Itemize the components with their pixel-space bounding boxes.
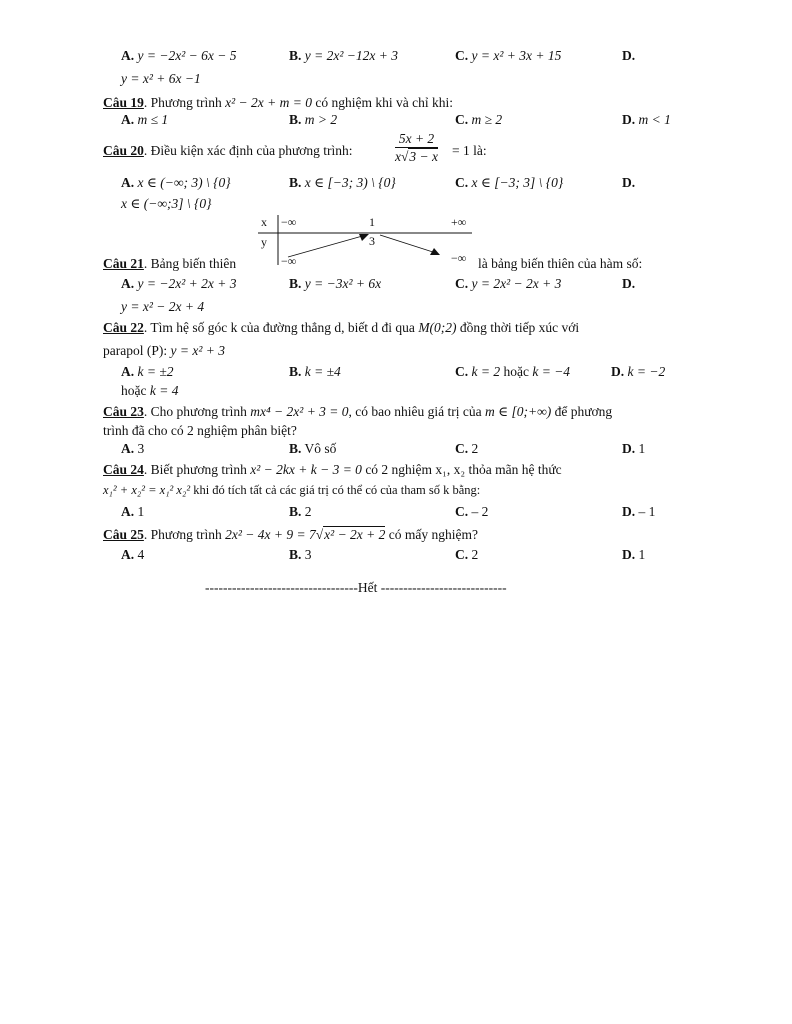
stem-text: . Phương trình — [143, 527, 226, 542]
q25-option-b — [289, 546, 312, 563]
option-label: C. — [455, 48, 469, 63]
sqrt-radicand: 3 − x — [409, 149, 439, 164]
option-label: D. — [622, 175, 636, 190]
stem-text: . Biết phương trình — [143, 462, 251, 477]
option-label: B. — [289, 175, 302, 190]
q18-option-d — [622, 47, 635, 64]
stem-text: khi đó tích tất cả các giá trị có thể có của tham số k bằng: — [190, 483, 481, 497]
option-label: B. — [289, 547, 302, 562]
option-label: A. — [121, 276, 135, 291]
q24-stem-line2 — [103, 482, 480, 499]
option-text: k = 4 — [149, 383, 179, 398]
stem-text: . Tìm hệ số góc k của đường thẳng d, biết d đi qua — [143, 320, 419, 335]
option-text: – 2 — [471, 504, 489, 519]
stem-text: có mấy nghiệm? — [385, 527, 479, 542]
option-label: C. — [455, 504, 469, 519]
sqrt-radicand: x² − 2x + 2 — [324, 527, 386, 542]
option-label: A. — [121, 175, 135, 190]
question-number: Câu 21 — [103, 256, 144, 271]
question-number: Câu 25 — [103, 527, 144, 542]
q22-option-d — [611, 363, 665, 380]
option-text: Vô số — [304, 441, 337, 456]
q22-stem-line2 — [103, 342, 225, 359]
option-label: D. — [622, 504, 636, 519]
question-number: Câu 24 — [103, 462, 144, 477]
table-x-right: +∞ — [451, 215, 467, 229]
q23-option-c — [455, 440, 478, 457]
question-number: Câu 19 — [103, 95, 144, 110]
option-label: D. — [622, 441, 636, 456]
option-text: 3 — [304, 547, 312, 562]
stem-math: mx⁴ − 2x² + 3 = 0 — [250, 404, 349, 419]
option-text: x ∈ [−3; 3] \ {0} — [471, 175, 564, 190]
q22-stem — [103, 319, 579, 336]
option-label: C. — [455, 441, 469, 456]
stem-text: đồng thời tiếp xúc với — [456, 320, 580, 335]
stem-text: . Điều kiện xác định của phương trình: — [143, 143, 353, 158]
q24-stem — [103, 461, 562, 478]
option-label: B. — [289, 112, 302, 127]
decreasing-arrow — [380, 235, 436, 253]
option-text: 3 — [137, 441, 145, 456]
option-label: D. — [622, 276, 636, 291]
q25-option-a — [121, 546, 144, 563]
option-text: hoặc — [121, 383, 150, 398]
q20-stem-end — [452, 142, 487, 159]
stem-text: để phương — [551, 404, 613, 419]
option-label: B. — [289, 504, 302, 519]
option-label: D. — [611, 364, 625, 379]
table-y-label: y — [261, 235, 267, 249]
q20-option-d-text: x ∈ (−∞;3] \ {0} — [121, 196, 212, 211]
option-label: C. — [455, 112, 469, 127]
option-text: y = −2x² − 6x − 5 — [137, 48, 237, 63]
q19-option-a — [121, 111, 168, 128]
option-text: 2 — [304, 504, 312, 519]
q19-stem — [103, 94, 453, 111]
q24-option-b — [289, 503, 312, 520]
question-number: Câu 22 — [103, 320, 144, 335]
q20-option-c — [455, 174, 563, 191]
option-text: y = 2x² − 2x + 3 — [471, 276, 562, 291]
stem-math: m ∈ [0;+∞) — [485, 404, 552, 419]
q24-option-a — [121, 503, 144, 520]
q25-option-c — [455, 546, 478, 563]
option-text: x ∈ (−∞; 3) \ {0} — [137, 175, 231, 190]
option-text: x ∈ [−3; 3) \ {0} — [304, 175, 396, 190]
option-label: A. — [121, 504, 135, 519]
option-text: 1 — [638, 441, 646, 456]
q21-option-c — [455, 275, 561, 292]
stem-text: . Phương trình — [143, 95, 226, 110]
option-label: A. — [121, 112, 135, 127]
option-label: C. — [455, 364, 469, 379]
option-text: k = −2 — [627, 364, 666, 379]
q23-stem-line2: trình đã cho có 2 nghiệm phân biệt? — [103, 423, 297, 438]
question-number: Câu 20 — [103, 143, 144, 158]
option-text: m ≤ 1 — [137, 112, 169, 127]
stem-text: có 2 nghiệm x₁, x₂ thỏa mãn hệ thức — [361, 462, 562, 477]
q20-stem — [103, 142, 353, 159]
q21-option-a — [121, 275, 236, 292]
q18-option-b — [289, 47, 398, 64]
q21-option-d-text: y = x² − 2x + 4 — [121, 299, 205, 314]
option-text: 2 — [471, 441, 479, 456]
q19-option-d — [622, 111, 671, 128]
variation-table — [258, 213, 473, 273]
q21-option-b — [289, 275, 381, 292]
option-text: m ≥ 2 — [471, 112, 503, 127]
q20-option-b — [289, 174, 396, 191]
stem-math: x² − 2x + m = 0 — [225, 95, 312, 110]
option-text: m > 2 — [304, 112, 338, 127]
q21-stem-end: là bảng biến thiên của hàm số: — [478, 256, 643, 271]
option-text: y = x² + 3x + 15 — [471, 48, 562, 63]
q23-option-d — [622, 440, 645, 457]
stem-math: x₁² + x₂² = x₁² x₂² — [103, 483, 191, 497]
equals-one: = 1 — [452, 143, 470, 158]
option-text: m < 1 — [638, 112, 671, 127]
q22-option-a — [121, 363, 174, 380]
option-label: A. — [121, 547, 135, 562]
option-text: k = 2 — [471, 364, 501, 379]
option-label: A. — [121, 48, 135, 63]
option-text: hoặc — [500, 364, 533, 379]
option-text: k = ±4 — [304, 364, 341, 379]
option-label: D. — [622, 112, 636, 127]
option-label: D. — [622, 547, 636, 562]
end-of-test-marker: ----------------------------------Hết ---------------------------- — [205, 580, 507, 595]
option-label: C. — [455, 276, 469, 291]
table-x-left: −∞ — [281, 215, 297, 229]
stem-text: . Cho phương trình — [143, 404, 251, 419]
increasing-arrow — [288, 235, 366, 257]
stem-text: parapol (P): — [103, 343, 171, 358]
q20-fraction — [395, 130, 438, 165]
option-label: A. — [121, 441, 135, 456]
option-label: B. — [289, 48, 302, 63]
q24-option-d — [622, 503, 655, 520]
q25-stem: Câu 25. Phương trình 2x² − 4x + 9 = 7√x² − 2x + 2 có mấy nghiệm? — [103, 527, 479, 542]
stem-math: M(0;2) — [418, 320, 457, 335]
stem-text: là: — [469, 143, 487, 158]
q24-option-c — [455, 503, 488, 520]
q20-option-a — [121, 174, 231, 191]
q18-option-a — [121, 47, 236, 64]
stem-math: 2x² − 4x + 9 = 7 — [225, 527, 316, 542]
option-label: C. — [455, 547, 469, 562]
q21-option-d — [622, 275, 635, 292]
q23-stem — [103, 403, 612, 420]
option-text: k = −4 — [532, 364, 571, 379]
q22-option-c — [455, 363, 570, 380]
q23-option-a — [121, 440, 144, 457]
q19-option-c — [455, 111, 502, 128]
stem-math: y = x² + 3 — [170, 343, 225, 358]
stem-text: . Bảng biến thiên — [143, 256, 237, 271]
fraction-denominator: x√3 − x — [395, 149, 439, 164]
option-label: C. — [455, 175, 469, 190]
q25-option-d — [622, 546, 645, 563]
option-text: 2 — [471, 547, 479, 562]
fraction-numerator: 5x + 2 — [395, 130, 438, 148]
q22-option-b — [289, 363, 341, 380]
stem-text: , có bao nhiêu giá trị của — [348, 404, 485, 419]
q18-option-c — [455, 47, 561, 64]
option-label: B. — [289, 441, 302, 456]
table-y-left: −∞ — [281, 254, 297, 268]
q18-option-d-text: y = x² + 6x −1 — [121, 71, 201, 86]
q21-stem — [103, 255, 236, 272]
option-label: D. — [622, 48, 636, 63]
table-x-mid: 1 — [369, 215, 375, 229]
stem-text: có nghiệm khi và chỉ khi: — [311, 95, 453, 110]
q19-option-b — [289, 111, 337, 128]
stem-math: x² − 2kx + k − 3 = 0 — [250, 462, 362, 477]
table-y-right: −∞ — [451, 251, 467, 265]
table-y-mid: 3 — [369, 234, 375, 248]
question-number: Câu 23 — [103, 404, 144, 419]
increasing-arrowhead — [359, 234, 369, 241]
option-text: y = 2x² −12x + 3 — [304, 48, 398, 63]
q23-option-b — [289, 440, 336, 457]
option-text: 1 — [638, 547, 646, 562]
option-text: k = ±2 — [137, 364, 174, 379]
option-text: 4 — [137, 547, 145, 562]
option-label: B. — [289, 364, 302, 379]
option-label: A. — [121, 364, 135, 379]
option-text: 1 — [137, 504, 145, 519]
option-text: y = −2x² + 2x + 3 — [137, 276, 237, 291]
q20-option-d — [622, 174, 635, 191]
denominator-x: x — [395, 149, 401, 164]
option-label: B. — [289, 276, 302, 291]
table-x-label: x — [261, 215, 267, 229]
option-text: y = −3x² + 6x — [304, 276, 382, 291]
option-text: – 1 — [638, 504, 656, 519]
q22-option-d-line2 — [121, 382, 178, 399]
